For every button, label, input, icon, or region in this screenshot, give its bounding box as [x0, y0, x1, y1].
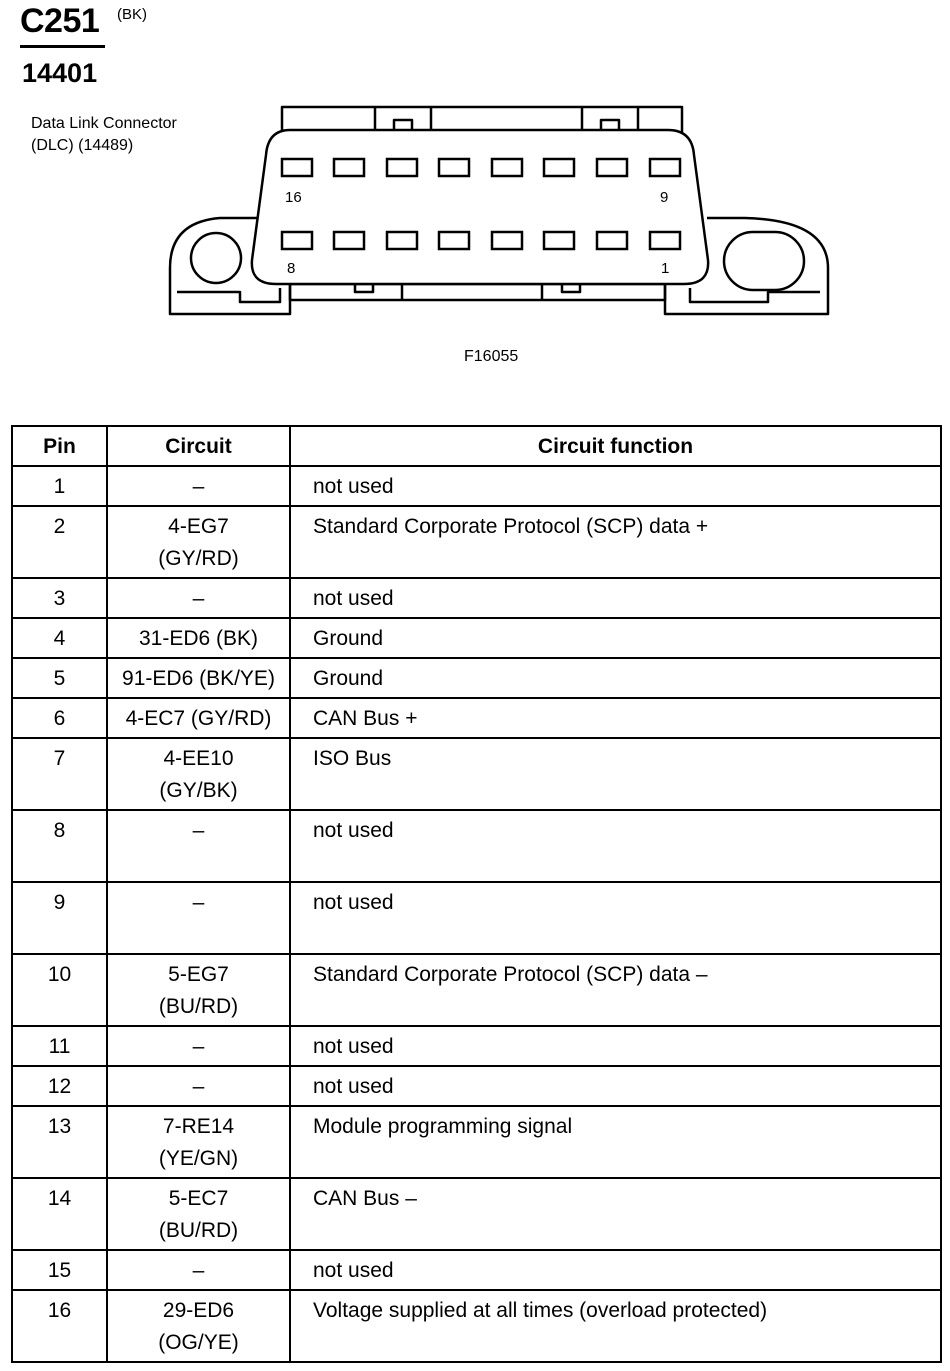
circuit-line: – — [192, 587, 205, 610]
circuit-line: (YE/GN) — [158, 1147, 239, 1170]
pin-socket — [544, 159, 574, 176]
pin-number: 12 — [12, 1066, 107, 1106]
circuit-cell — [107, 698, 290, 738]
table-row — [12, 738, 941, 810]
pin-label-16: 16 — [285, 189, 302, 206]
header-circuit-function: Circuit function — [290, 426, 941, 466]
pin-socket — [387, 232, 417, 249]
table-row — [12, 506, 941, 578]
circuit-cell — [107, 618, 290, 658]
part-number: 14401 — [22, 58, 98, 88]
pin-number: 3 — [12, 578, 107, 618]
connector-color: (BK) — [117, 6, 147, 23]
circuit-function: not used — [290, 882, 941, 954]
circuit-line: 4-EE10 — [163, 747, 234, 770]
table-row — [12, 810, 941, 882]
circuit-line: 31-ED6 (BK) — [138, 627, 259, 650]
circuit-function: Standard Corporate Protocol (SCP) data + — [290, 506, 941, 578]
circuit-cell — [107, 506, 290, 578]
circuit-function: Ground — [290, 658, 941, 698]
table-header-row — [12, 426, 941, 466]
circuit-cell — [107, 1106, 290, 1178]
pin-socket — [650, 232, 680, 249]
pin-label-1: 1 — [661, 260, 670, 277]
circuit-function: not used — [290, 1066, 941, 1106]
table-row — [12, 658, 941, 698]
circuit-cell — [107, 1178, 290, 1250]
pin-socket — [282, 159, 312, 176]
pin-socket — [597, 232, 627, 249]
circuit-line: (GY/RD) — [158, 547, 239, 570]
pin-socket — [650, 159, 680, 176]
circuit-line: – — [192, 1075, 205, 1098]
pin-number: 15 — [12, 1250, 107, 1290]
circuit-function: CAN Bus + — [290, 698, 941, 738]
circuit-function: CAN Bus – — [290, 1178, 941, 1250]
circuit-function: Ground — [290, 618, 941, 658]
circuit-cell — [107, 954, 290, 1026]
description-line-2: (DLC) (14489) — [31, 137, 134, 154]
table-row — [12, 698, 941, 738]
circuit-line: 29-ED6 — [162, 1299, 235, 1322]
pin-number: 11 — [12, 1026, 107, 1066]
pin-socket — [544, 232, 574, 249]
pin-label-9: 9 — [660, 189, 669, 206]
circuit-function: not used — [290, 1250, 941, 1290]
pin-number: 4 — [12, 618, 107, 658]
connector-id: C251 — [20, 2, 100, 40]
circuit-line: 7-RE14 — [162, 1115, 235, 1138]
dlc-connector-diagram — [0, 0, 950, 380]
circuit-line: 4-EC7 (GY/RD) — [125, 707, 272, 730]
header-circuit: Circuit — [107, 426, 290, 466]
circuit-cell — [107, 1250, 290, 1290]
pin-label-8: 8 — [287, 260, 296, 277]
pin-number: 7 — [12, 738, 107, 810]
pin-number: 16 — [12, 1290, 107, 1362]
circuit-line: – — [192, 475, 205, 498]
circuit-function: not used — [290, 466, 941, 506]
circuit-function: ISO Bus — [290, 738, 941, 810]
circuit-line: (GY/BK) — [159, 779, 238, 802]
pin-socket — [334, 232, 364, 249]
circuit-cell — [107, 658, 290, 698]
pin-number: 13 — [12, 1106, 107, 1178]
pin-number: 10 — [12, 954, 107, 1026]
circuit-line: 5-EC7 — [168, 1187, 229, 1210]
table-row — [12, 1026, 941, 1066]
table-row — [12, 1290, 941, 1362]
circuit-cell — [107, 1026, 290, 1066]
circuit-line: 91-ED6 (BK/YE) — [122, 667, 275, 690]
table-row — [12, 1250, 941, 1290]
pin-table — [11, 425, 942, 1363]
pin-socket — [334, 159, 364, 176]
pin-number: 9 — [12, 882, 107, 954]
circuit-cell — [107, 466, 290, 506]
figure-id: F16055 — [464, 348, 519, 365]
circuit-function: not used — [290, 810, 941, 882]
table-row — [12, 1106, 941, 1178]
circuit-cell — [107, 882, 290, 954]
circuit-line: 4-EG7 — [168, 515, 229, 538]
pin-socket — [439, 232, 469, 249]
table-row — [12, 466, 941, 506]
pin-socket — [387, 159, 417, 176]
circuit-function: Voltage supplied at all times (overload protected) — [290, 1290, 941, 1362]
circuit-line: – — [192, 1035, 205, 1058]
table-row — [12, 1066, 941, 1106]
pin-socket — [597, 159, 627, 176]
pin-number: 2 — [12, 506, 107, 578]
connector-body — [252, 130, 708, 284]
circuit-cell — [107, 738, 290, 810]
table-row — [12, 618, 941, 658]
pin-number: 5 — [12, 658, 107, 698]
header-pin: Pin — [12, 426, 107, 466]
pin-number: 8 — [12, 810, 107, 882]
pin-socket — [492, 232, 522, 249]
circuit-function: Module programming signal — [290, 1106, 941, 1178]
circuit-cell — [107, 578, 290, 618]
description-line-1: Data Link Connector — [31, 115, 177, 132]
pin-socket — [439, 159, 469, 176]
circuit-line: 5-EG7 — [168, 963, 229, 986]
circuit-line: (BU/RD) — [158, 1219, 239, 1242]
table-row — [12, 882, 941, 954]
table-row — [12, 1178, 941, 1250]
circuit-line: – — [192, 891, 205, 914]
circuit-line: – — [192, 1259, 205, 1282]
circuit-cell — [107, 1290, 290, 1362]
table-row — [12, 954, 941, 1026]
circuit-line: (OG/YE) — [158, 1331, 239, 1354]
table-row — [12, 578, 941, 618]
circuit-function: Standard Corporate Protocol (SCP) data – — [290, 954, 941, 1026]
pin-number: 14 — [12, 1178, 107, 1250]
circuit-line: – — [192, 819, 205, 842]
pin-socket — [282, 232, 312, 249]
circuit-function: not used — [290, 1026, 941, 1066]
pin-number: 1 — [12, 466, 107, 506]
circuit-cell — [107, 1066, 290, 1106]
pin-socket — [492, 159, 522, 176]
circuit-function: not used — [290, 578, 941, 618]
circuit-line: (BU/RD) — [158, 995, 239, 1018]
circuit-cell — [107, 810, 290, 882]
pin-number: 6 — [12, 698, 107, 738]
